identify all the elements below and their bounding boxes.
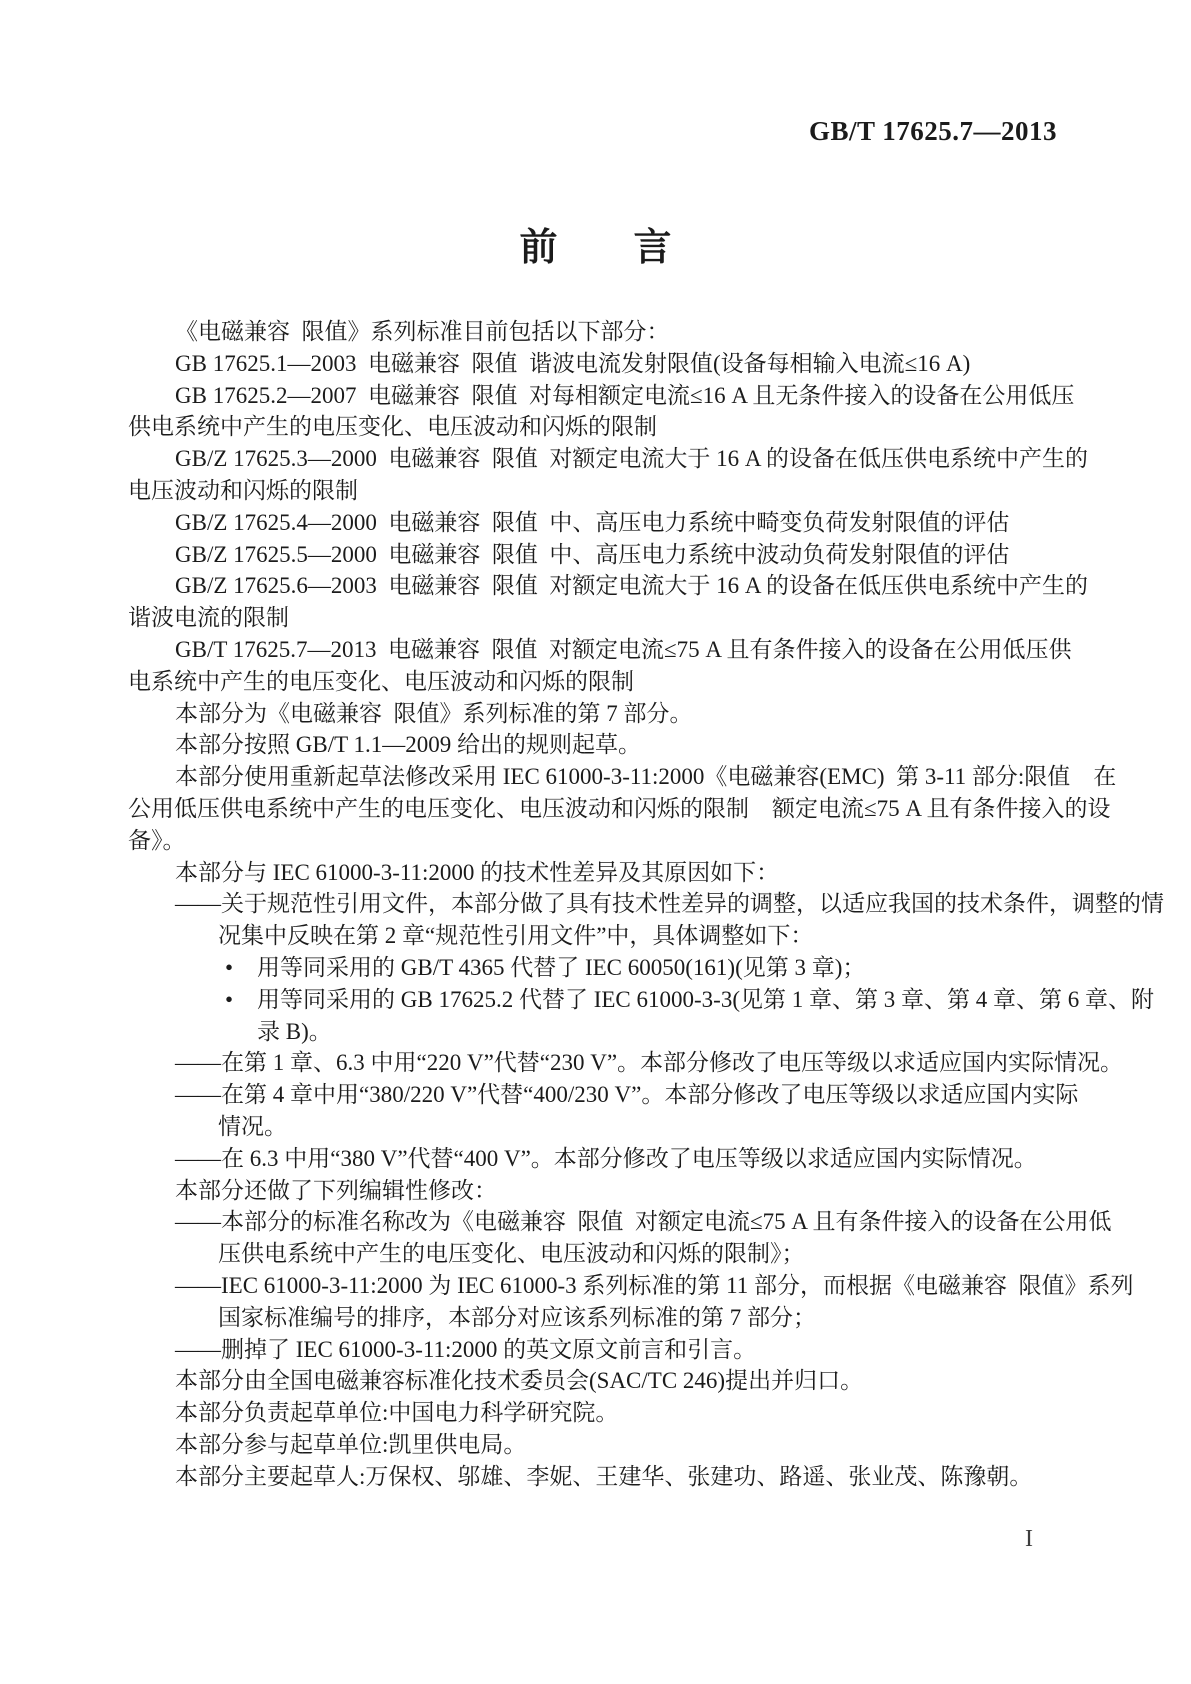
text-line: 况集中反映在第 2 章“规范性引用文件”中，具体调整如下：: [218, 923, 814, 949]
text-line: 本部分与 IEC 61000-3-11:2000 的技术性差异及其原因如下：: [175, 859, 780, 885]
text-line: 本部分按照 GB/T 1.1—2009 给出的规则起草。: [175, 732, 641, 758]
text-line: 电压波动和闪烁的限制: [128, 477, 358, 503]
text-line: GB 17625.2—2007 电磁兼容 限值 对每相额定电流≤16 A 且无条件接入的设备在公用低压: [175, 382, 1075, 408]
text-line: 公用低压供电系统中产生的电压变化、电压波动和闪烁的限制 额定电流≤75 A 且有条件接入的设: [128, 795, 1111, 821]
text-line: 压供电系统中产生的电压变化、电压波动和闪烁的限制》；: [218, 1241, 805, 1267]
page-title: 前 言: [519, 227, 672, 269]
text-line: GB/Z 17625.6—2003 电磁兼容 限值 对额定电流大于 16 A 的设备在低压供电系统中产生的: [175, 573, 1088, 599]
text-line: 本部分负责起草单位:中国电力科学研究院。: [175, 1400, 619, 1426]
text-line: ——在 6.3 中用“380 V”代替“400 V”。本部分修改了电压等级以求适应国内实际情况。: [175, 1145, 1037, 1171]
text-line: 本部分使用重新起草法修改采用 IEC 61000-3-11:2000《电磁兼容(EMC) 第 3-11 部分:限值 在: [175, 764, 1117, 790]
text-line: GB/Z 17625.5—2000 电磁兼容 限值 中、高压电力系统中波动负荷发射限值的评估: [175, 541, 1010, 567]
page-number: I: [1025, 1526, 1033, 1552]
text-line: ——IEC 61000-3-11:2000 为 IEC 61000-3 系列标准的第 11 部分，而根据《电磁兼容 限值》系列: [175, 1272, 1134, 1298]
bullet-icon: •: [225, 986, 234, 1012]
bullet-icon: •: [225, 954, 234, 980]
text-line: 本部分为《电磁兼容 限值》系列标准的第 7 部分。: [175, 700, 693, 726]
text-line: 本部分还做了下列编辑性修改：: [175, 1177, 497, 1203]
bullet-text: 用等同采用的 GB/T 4365 代替了 IEC 60050(161)(见第 3 章)；: [257, 954, 866, 980]
text-line: 备》。: [128, 827, 186, 853]
text-line: ——本部分的标准名称改为《电磁兼容 限值 对额定电流≤75 A 且有条件接入的设备在公用低: [175, 1209, 1112, 1235]
foreword-body: [128, 316, 1164, 1492]
text-line: 《电磁兼容 限值》系列标准目前包括以下部分：: [175, 319, 670, 344]
text-line: ——关于规范性引用文件，本部分做了具有技术性差异的调整，以适应我国的技术条件，调整的情: [175, 891, 1164, 917]
text-line: 谐波电流的限制: [128, 605, 289, 631]
text-line: ——在第 1 章、6.3 中用“220 V”代替“230 V”。本部分修改了电压等级以求适应国内实际情况。: [175, 1050, 1124, 1076]
text-line: [128, 952, 1073, 984]
text-line: ——删掉了 IEC 61000-3-11:2000 的英文原文前言和引言。: [175, 1336, 757, 1362]
text-line: 供电系统中产生的电压变化、电压波动和闪烁的限制: [128, 414, 657, 440]
text-line: [128, 984, 1154, 1016]
bullet-text: 用等同采用的 GB 17625.2 代替了 IEC 61000-3-3(见第 1 章、第 3 章、第 4 章、第 6 章、附: [257, 986, 1154, 1012]
text-line: 本部分主要起草人:万保权、邬雄、李妮、王建华、张建功、路遥、张业茂、陈豫朝。: [175, 1463, 1033, 1489]
text-line: GB/T 17625.7—2013 电磁兼容 限值 对额定电流≤75 A 且有条件接入的设备在公用低压供: [175, 636, 1072, 662]
text-line: GB/Z 17625.3—2000 电磁兼容 限值 对额定电流大于 16 A 的设备在低压供电系统中产生的: [175, 446, 1088, 472]
text-line: GB 17625.1—2003 电磁兼容 限值 谐波电流发射限值(设备每相输入电流≤16 A): [175, 350, 971, 376]
text-line: GB/Z 17625.4—2000 电磁兼容 限值 中、高压电力系统中畸变负荷发射限值的评估: [175, 509, 1010, 535]
text-line: 本部分由全国电磁兼容标准化技术委员会(SAC/TC 246)提出并归口。: [175, 1368, 864, 1394]
text-line: 电系统中产生的电压变化、电压波动和闪烁的限制: [128, 668, 634, 694]
standard-number: GB/T 17625.7—2013: [808, 116, 1057, 146]
text-line: 录 B)。: [257, 1018, 332, 1044]
text-line: 国家标准编号的排序，本部分对应该系列标准的第 7 部分；: [218, 1304, 816, 1330]
text-line: 情况。: [218, 1113, 287, 1139]
text-line: ——在第 4 章中用“380/220 V”代替“400/230 V”。本部分修改了电压等级以求适应国内实际: [175, 1082, 1079, 1108]
text-line: 本部分参与起草单位:凯里供电局。: [175, 1431, 527, 1457]
